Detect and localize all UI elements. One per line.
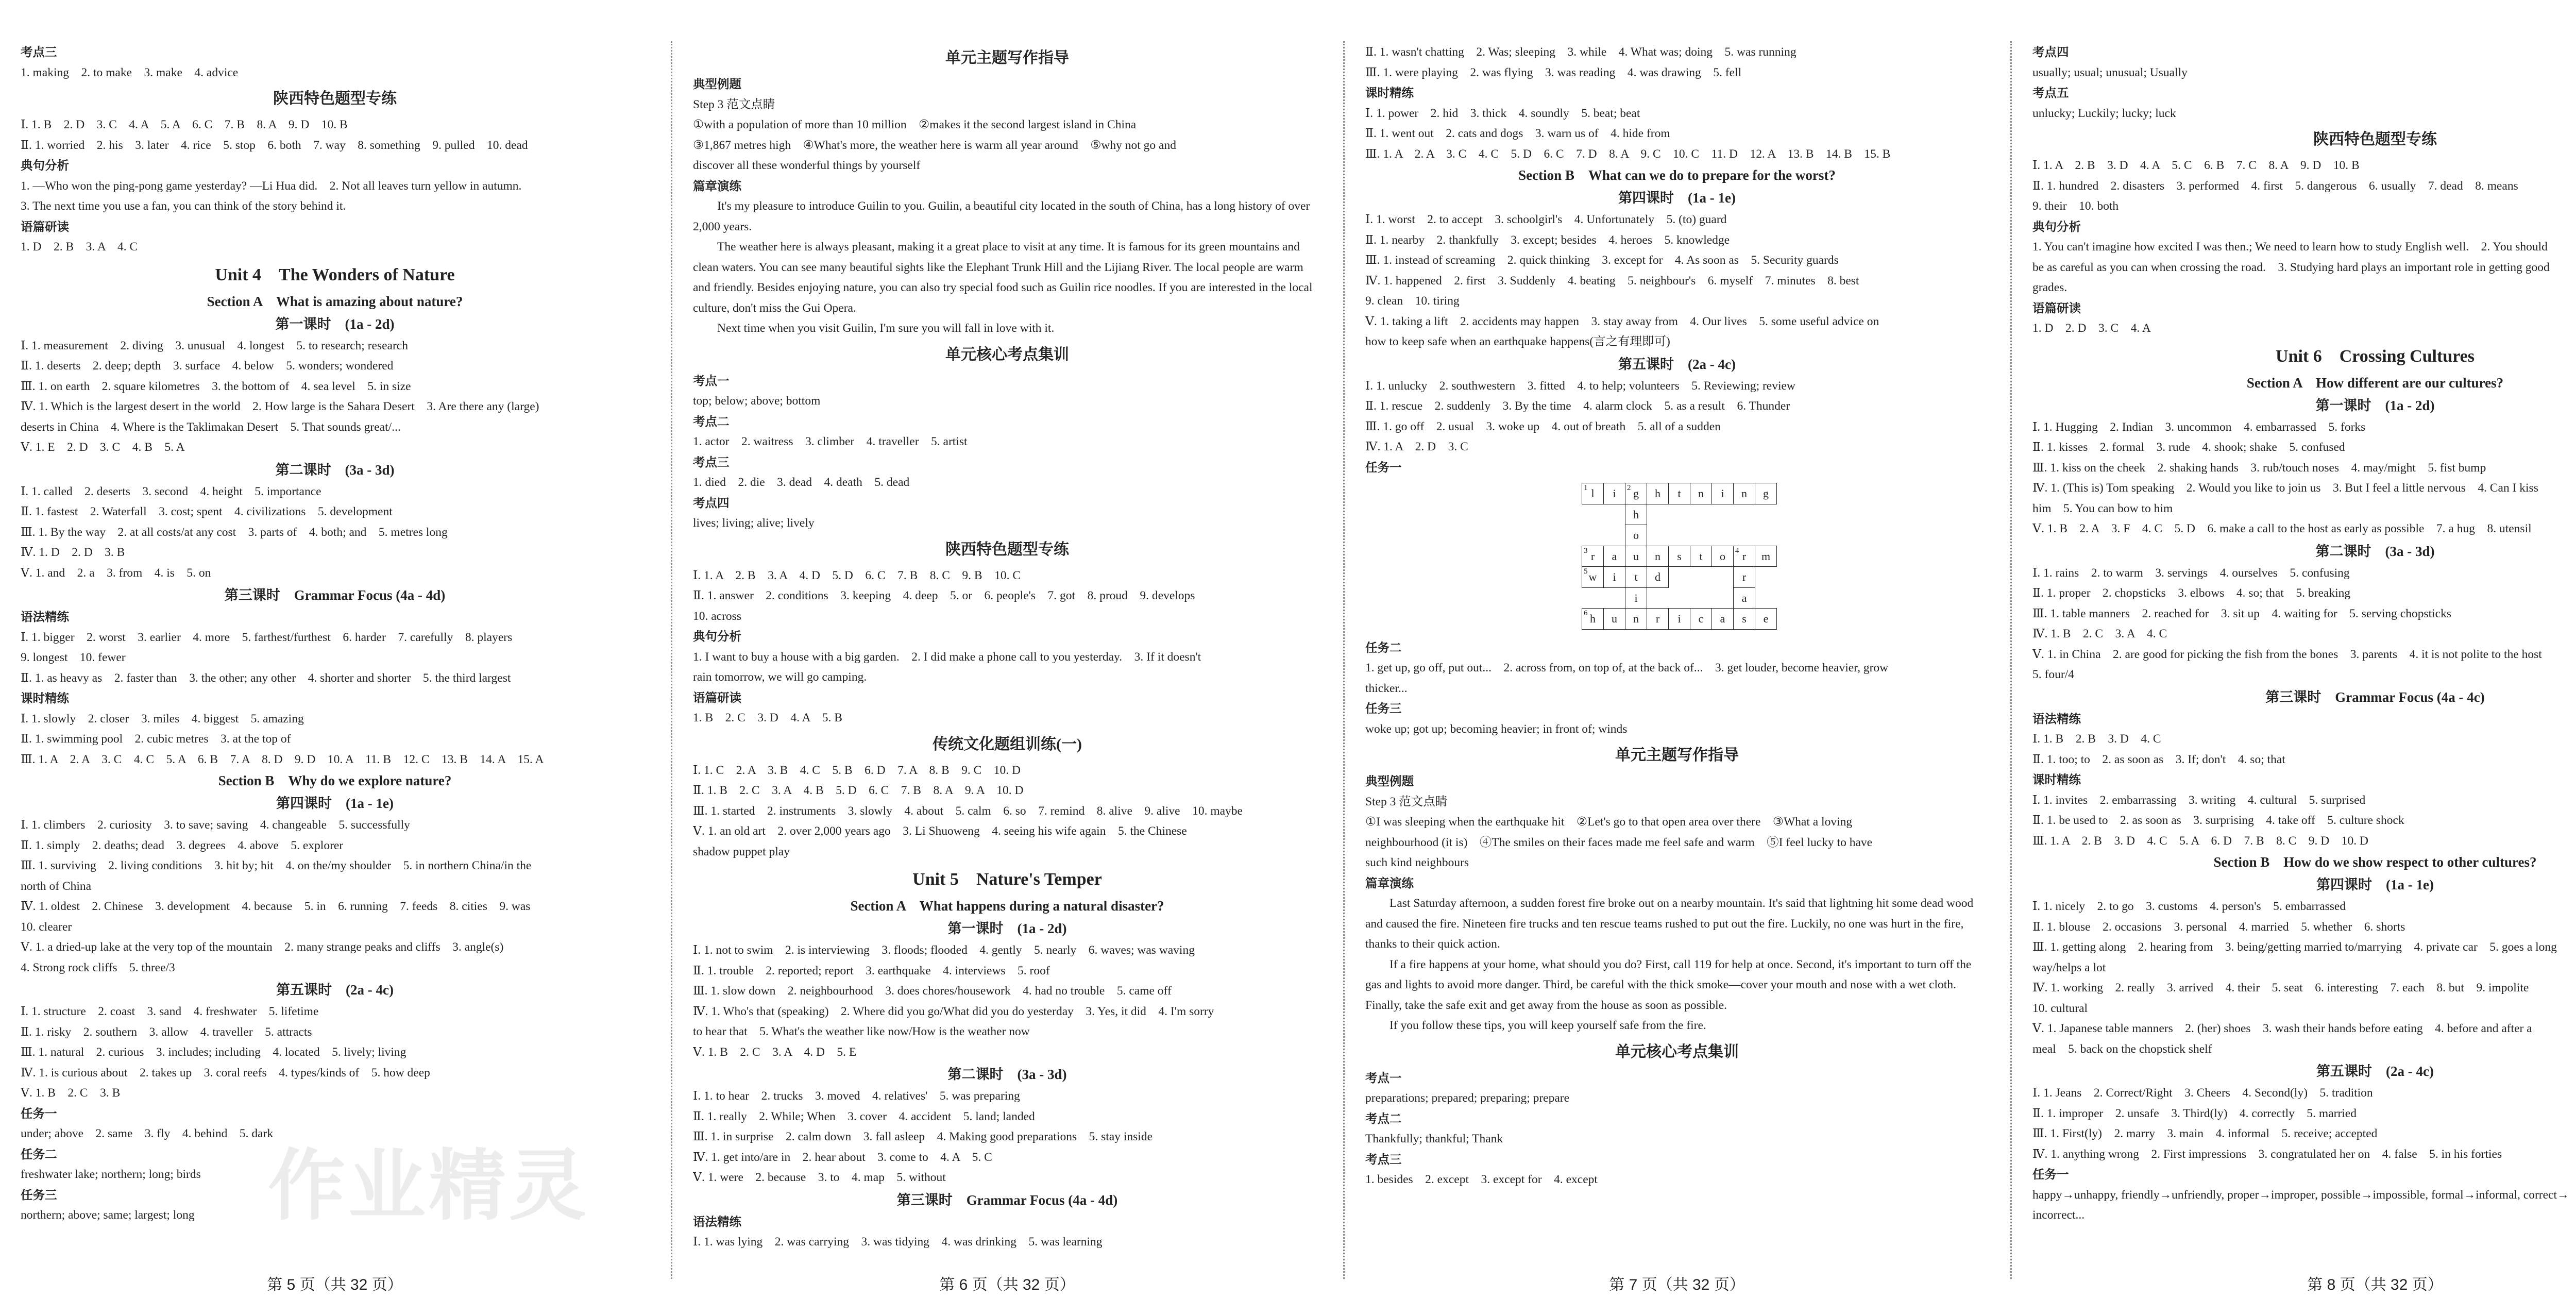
crossword-empty: [1712, 504, 1734, 525]
answer-line: 10. cultural: [2032, 1001, 2088, 1015]
crossword-empty: [1755, 504, 1777, 525]
crossword-cell: s: [1734, 609, 1755, 630]
answer-line: Ⅴ. 1. an old art 2. over 2,000 years ago 3. Li Shuoweng 4. seeing his wife again 5. the Chinese: [693, 824, 1187, 838]
essay-paragraph: If you follow these tips, you will keep yourself safe from the fire.: [1389, 1019, 1706, 1032]
answer-line: Ⅰ. 1. Jeans 2. Correct/Right 3. Cheers 4. Second(ly) 5. tradition: [2032, 1086, 2373, 1100]
crossword-cell: r: [1734, 567, 1755, 588]
answer-line: incorrect...: [2032, 1208, 2085, 1222]
page-7: [1345, 0, 2009, 1315]
answer-line: Ⅱ. 1. trouble 2. reported; report 3. earthquake 4. interviews 5. roof: [693, 964, 1050, 977]
crossword-cell: u: [1604, 609, 1625, 630]
answer-line: Ⅲ. 1. go off 2. usual 3. woke up 4. out of breath 5. all of a sudden: [1365, 419, 1721, 433]
answer-line: Ⅰ. 1. climbers 2. curiosity 3. to save; saving 4. changeable 5. successfully: [21, 818, 410, 832]
answer-line: Ⅲ. 1. natural 2. curious 3. includes; including 4. located 5. lively; living: [21, 1046, 406, 1059]
answer-line: preparations; prepared; preparing; prepare: [1365, 1091, 1570, 1105]
subsection-label: 语法精练: [21, 610, 69, 623]
answer-line: deserts in China 4. Where is the Taklimakan Desert 5. That sounds great/...: [21, 420, 401, 434]
answer-line: Ⅰ. 1. worst 2. to accept 3. schoolgirl's 4. Unfortunately 5. (to) guard: [1365, 213, 1727, 226]
answer-line: Ⅰ. 1. not to swim 2. is interviewing 3. floods; flooded 4. gently 5. nearly 6. waves; was waving: [693, 943, 1195, 957]
subsection-label: 任务一: [21, 1106, 57, 1120]
answer-line: Ⅲ. 1. A 2. B 3. D 4. C 5. A 6. D 7. B 8. C 9. D 10. D: [2032, 834, 2368, 848]
answer-line: Ⅱ. 1. wasn't chatting 2. Was; sleeping 3. while 4. What was; doing 5. was running: [1365, 45, 1797, 59]
lesson-title: 第四课时 (1a - 1e): [2316, 877, 2434, 892]
subsection-label: 课时精练: [1365, 86, 1414, 99]
lesson-title: 第五课时 (2a - 4c): [276, 982, 394, 998]
answer-line: Ⅳ. 1. D 2. D 3. B: [21, 546, 125, 559]
answer-line: 4. Strong rock cliffs 5. three/3: [21, 960, 175, 974]
essay-paragraph: The weather here is always pleasant, making it a great place to visit at any time. It is famous for its green mountains and clean waters. You can see many beautiful sights like the Elephant Trunk Hill and the Lijiang River. The local people are warm and friendly. Besides enjoying nature, you can also try special food such as Guilin rice noodles. If you are interested in the local culture, don't miss the Gui Opera.: [693, 240, 1313, 315]
module-title: 陕西特色题型专练: [2313, 131, 2437, 148]
crossword-cell: i: [1712, 483, 1734, 504]
answer-line: 1. died 2. die 3. dead 4. death 5. dead: [693, 476, 910, 489]
answer-line: 5. four/4: [2032, 668, 2074, 681]
crossword-cell: h: [1625, 504, 1647, 525]
page-8-content: [2032, 42, 2576, 1226]
subsection-label: 考点三: [1365, 1152, 1402, 1166]
answer-line: Ⅰ. 1. structure 2. coast 3. sand 4. freshwater 5. lifetime: [21, 1005, 319, 1018]
crossword-empty: [1712, 525, 1734, 546]
crossword-empty: [1712, 587, 1734, 609]
page-7-content: [1365, 42, 1989, 1190]
answer-line: Ⅲ. 1. started 2. instruments 3. slowly 4. about 5. calm 6. so 7. remind 8. alive 9. alive 10. maybe: [693, 804, 1243, 818]
subsection-label: 篇章演练: [693, 179, 741, 193]
answer-line: 1. making 2. to make 3. make 4. advice: [21, 65, 239, 79]
answer-line: Ⅱ. 1. swimming pool 2. cubic metres 3. at the top of: [21, 732, 291, 746]
subsection-label: 任务二: [1365, 640, 1402, 654]
module-title: 传统文化题组训练(一): [933, 735, 1082, 753]
answer-line: Ⅲ. 1. instead of screaming 2. quick thinking 3. except for 4. As soon as 5. Security guards: [1365, 254, 1839, 267]
answer-line: Ⅱ. 1. proper 2. chopsticks 3. elbows 4. so; that 5. breaking: [2032, 586, 2351, 600]
answer-line: thicker...: [1365, 681, 1408, 695]
answer-line: 1. actor 2. waitress 3. climber 4. traveller 5. artist: [693, 435, 968, 448]
answer-line: 1. I want to buy a house with a big garden. 2. I did make a phone call to you yesterday. 3. If it doesn't: [693, 650, 1201, 664]
answer-line: Ⅰ. 1. measurement 2. diving 3. unusual 4. longest 5. to research; research: [21, 339, 408, 352]
crossword-empty: [1647, 587, 1669, 609]
answer-line: top; below; above; bottom: [693, 394, 821, 408]
answer-line: Ⅰ. 1. A 2. B 3. A 4. D 5. D 6. C 7. B 8. C 9. B 10. C: [693, 568, 1021, 582]
crossword-cell: a: [1734, 587, 1755, 609]
answer-line: north of China: [21, 879, 92, 893]
crossword-empty: [1734, 525, 1755, 546]
essay-paragraph: It's my pleasure to introduce Guilin to you. Guilin, a beautiful city located in the south of China, has a long history of over 2,000 years.: [693, 199, 1310, 233]
crossword-cell: i: [1604, 483, 1625, 504]
answer-line: freshwater lake; northern; long; birds: [21, 1168, 201, 1181]
crossword-cell: o: [1625, 525, 1647, 546]
answer-line: Ⅳ. 1. Who's that (speaking) 2. Where did you go/What did you do yesterday 3. Yes, it did 4. I'm sorry: [693, 1004, 1214, 1018]
answer-line: Ⅰ. 1. was lying 2. was carrying 3. was tidying 4. was drinking 5. was learning: [693, 1235, 1103, 1249]
essay-paragraph: Next time when you visit Guilin, I'm sure you will fall in love with it.: [717, 322, 1055, 335]
answer-line: usually; usual; unusual; Usually: [2032, 65, 2188, 79]
answer-line: Ⅲ. 1. A 2. A 3. C 4. C 5. A 6. B 7. A 8. D 9. D 10. A 11. B 12. C 13. B 14. A 15. A: [21, 752, 544, 766]
subsection-label: 语法精练: [2032, 712, 2081, 726]
answer-line: Ⅱ. 1. nearby 2. thankfully 3. except; besides 4. heroes 5. knowledge: [1365, 233, 1730, 247]
answer-line: Ⅳ. 1. (This is) Tom speaking 2. Would you like to join us 3. But I feel a little nervous 4. Can I kiss: [2032, 481, 2538, 495]
lesson-title: 第五课时 (2a - 4c): [1618, 356, 1736, 372]
answer-line: grades.: [2032, 281, 2067, 294]
answer-line: Ⅲ. 1. table manners 2. reached for 3. sit up 4. waiting for 5. serving chopsticks: [2032, 606, 2451, 620]
subsection-label: 语法精练: [693, 1215, 741, 1228]
page-6-content: [693, 42, 1321, 1253]
answer-line: Ⅴ. 1. E 2. D 3. C 4. B 5. A: [21, 441, 185, 454]
answer-line: 1. B 2. C 3. D 4. A 5. B: [693, 711, 842, 724]
subsection-label: 考点二: [693, 414, 730, 428]
subsection-label: 语篇研读: [2032, 301, 2081, 315]
answer-line: 1. D 2. D 3. C 4. A: [2032, 322, 2151, 335]
answer-line: Ⅰ. 1. to hear 2. trucks 3. moved 4. relatives' 5. was preparing: [693, 1089, 1020, 1103]
answer-line: Ⅱ. 1. be used to 2. as soon as 3. surprising 4. take off 5. culture shock: [2032, 814, 2404, 827]
crossword-empty: [1755, 567, 1777, 588]
answer-line: Ⅳ. 1. oldest 2. Chinese 3. development 4. because 5. in 6. running 7. feeds 8. cities 9. was: [21, 900, 531, 913]
answer-line: ③1,867 metres high ④What's more, the weather here is warm all year around ⑤why not go and: [693, 138, 1176, 152]
unit-title: Unit 5 Nature's Temper: [912, 870, 1102, 889]
answer-line: be as careful as you can when crossing the road. 3. Studying hard plays an important role in getting good: [2032, 260, 2550, 274]
subsection-label: 考点四: [2032, 45, 2069, 59]
crossword-empty: [1582, 504, 1604, 525]
answer-line: Ⅱ. 1. answer 2. conditions 3. keeping 4. deep 5. or 6. people's 7. got 8. proud 9. develops: [693, 589, 1195, 602]
answer-line: 1. get up, go off, put out... 2. across from, on top of, at the back of... 3. get louder, become heavier, grow: [1365, 661, 1889, 675]
crossword-cell: 4 r: [1734, 546, 1755, 567]
answer-line: Ⅳ. 1. is curious about 2. takes up 3. coral reefs 4. types/kinds of 5. how deep: [21, 1066, 430, 1080]
crossword-cell: i: [1625, 587, 1647, 609]
crossword-cell: t: [1625, 567, 1647, 588]
answer-line: Step 3 范文点睛: [693, 97, 775, 111]
crossword-cell: t: [1669, 483, 1690, 504]
answer-line: northern; above; same; largest; long: [21, 1208, 195, 1222]
answer-line: meal 5. back on the chopstick shelf: [2032, 1042, 2212, 1056]
answer-line: 1. —Who won the ping-pong game yesterday? —Li Hua did. 2. Not all leaves turn yellow in autumn.: [21, 179, 522, 193]
lesson-title: 第一课时 (1a - 2d): [2315, 397, 2435, 413]
answer-line: Ⅱ. 1. kisses 2. formal 3. rude 4. shook; shake 5. confused: [2032, 441, 2345, 454]
subsection-label: 篇章演练: [1365, 876, 1414, 890]
answer-line: 9. clean 10. tiring: [1365, 294, 1460, 308]
unit-title: Unit 6 Crossing Cultures: [2275, 346, 2475, 366]
unit-title: Unit 4 The Wonders of Nature: [215, 265, 455, 284]
subsection-label: 任务一: [1365, 460, 1402, 474]
crossword-empty: [1669, 567, 1690, 588]
answer-line: unlucky; Luckily; lucky; luck: [2032, 106, 2176, 120]
answer-line: such kind neighbours: [1365, 856, 1469, 869]
answer-line: Thankfully; thankful; Thank: [1365, 1132, 1503, 1145]
section-title: Section B Why do we explore nature?: [218, 773, 452, 788]
answer-line: Ⅴ. 1. and 2. a 3. from 4. is 5. on: [21, 566, 211, 580]
answer-line: 1. D 2. B 3. A 4. C: [21, 240, 138, 254]
crossword-cell: n: [1690, 483, 1712, 504]
crossword-cell: 5 w: [1582, 567, 1604, 588]
answer-line: lives; living; alive; lively: [693, 516, 815, 530]
section-title: Section A What is amazing about nature?: [207, 293, 463, 309]
lesson-title: 第四课时 (1a - 1e): [276, 796, 394, 811]
subsection-label: 语篇研读: [693, 690, 741, 704]
answer-line: Ⅳ. 1. get into/are in 2. hear about 3. come to 4. A 5. C: [693, 1150, 992, 1164]
crossword-empty: [1647, 504, 1669, 525]
answer-line: happy→unhappy, friendly→unfriendly, proper→improper, possible→impossible, formal→informal, correct→: [2032, 1188, 2569, 1202]
answer-line: Ⅲ. 1. getting along 2. hearing from 3. being/getting married to/marrying 4. private car 5. goes a long: [2032, 940, 2557, 954]
answer-line: woke up; got up; becoming heavier; in front of; winds: [1365, 722, 1628, 736]
crossword-cell: r: [1647, 609, 1669, 630]
answer-line: 1. You can't imagine how excited I was then.; We need to learn how to study English well. 2. You should: [2032, 240, 2548, 254]
answer-line: Ⅱ. 1. blouse 2. occasions 3. personal 4. married 5. whether 6. shorts: [2032, 920, 2405, 934]
crossword-empty: [1669, 587, 1690, 609]
answer-line: to hear that 5. What's the weather like now/How is the weather now: [693, 1025, 1030, 1038]
crossword-cell: g: [1755, 483, 1777, 504]
section-title: Section A What happens during a natural disaster?: [850, 898, 1164, 914]
crossword-cell: a: [1712, 609, 1734, 630]
subsection-label: 任务三: [21, 1188, 57, 1202]
answer-line: Ⅰ. 1. slowly 2. closer 3. miles 4. biggest 5. amazing: [21, 712, 304, 726]
answer-line: Ⅱ. 1. really 2. While; When 3. cover 4. accident 5. land; landed: [693, 1109, 1035, 1123]
answer-line: Ⅴ. 1. were 2. because 3. to 4. map 5. without: [693, 1171, 946, 1184]
crossword-cell: 6 h: [1582, 609, 1604, 630]
subsection-label: 任务一: [2032, 1168, 2069, 1181]
answer-line: Ⅲ. 1. slow down 2. neighbourhood 3. does chores/housework 4. had no trouble 5. came off: [693, 984, 1172, 998]
crossword-cell: n: [1647, 546, 1669, 567]
crossword-cell: s: [1669, 546, 1690, 567]
lesson-title: 第五课时 (2a - 4c): [2316, 1064, 2434, 1079]
answer-line: Ⅴ. 1. Japanese table manners 2. (her) shoes 3. wash their hands before eating 4. before and after a: [2032, 1022, 2532, 1035]
answer-line: Ⅱ. 1. fastest 2. Waterfall 3. cost; spent 4. civilizations 5. development: [21, 505, 393, 518]
crossword-empty: [1582, 525, 1604, 546]
answer-line: Ⅲ. 1. on earth 2. square kilometres 3. the bottom of 4. sea level 5. in size: [21, 379, 411, 393]
answer-line: Ⅰ. 1. bigger 2. worst 3. earlier 4. more 5. farthest/furthest 6. harder 7. carefully 8. players: [21, 630, 513, 644]
crossword-cell: i: [1669, 609, 1690, 630]
crossword-grid: [1582, 483, 1777, 630]
answer-line: Ⅰ. 1. power 2. hid 3. thick 4. soundly 5. beat; beat: [1365, 106, 1640, 120]
page-7-content-top: [1365, 42, 1989, 478]
subsection-label: 考点四: [693, 496, 730, 510]
crossword-empty: [1690, 567, 1712, 588]
subsection-label: 典句分析: [21, 159, 69, 172]
crossword-cell: t: [1690, 546, 1712, 567]
section-title: Section B How do we show respect to other cultures?: [2213, 854, 2537, 870]
essay-paragraph: If a fire happens at your home, what should you do? First, call 119 for help at once. Second, it's important to turn off the gas and lights to avoid more danger. Third, be careful with the thick smoke—cover your mouth and nose with a wet cloth. Finally, take the safe exit and get away from the house as soon as possible.: [1365, 957, 1972, 1012]
answer-line: Ⅴ. 1. B 2. A 3. F 4. C 5. D 6. make a call to the host as early as possible 7. a hug 8. utensil: [2032, 522, 2532, 535]
subsection-label: 典句分析: [2032, 220, 2081, 233]
crossword-cell: 1 l: [1582, 483, 1604, 504]
crossword-cell: u: [1625, 546, 1647, 567]
subsection-label: 考点一: [693, 374, 730, 387]
answer-line: Ⅳ. 1. happened 2. first 3. Suddenly 4. beating 5. neighbour's 6. myself 7. minutes 8. best: [1365, 274, 1859, 288]
page-7-content-bottom: [1365, 638, 1989, 1190]
module-title: 单元主题写作指导: [1615, 747, 1739, 764]
section-title: Section B What can we do to prepare for the worst?: [1518, 167, 1836, 183]
subsection-label: 考点三: [21, 45, 57, 59]
answer-line: Ⅰ. 1. C 2. A 3. B 4. C 5. B 6. D 7. A 8. B 9. C 10. D: [693, 763, 1021, 777]
answer-line: Ⅱ. 1. as heavy as 2. faster than 3. the other; any other 4. shorter and shorter 5. the third largest: [21, 671, 511, 685]
crossword-cell: m: [1755, 546, 1777, 567]
lesson-title: 第三课时 Grammar Focus (4a - 4d): [224, 587, 446, 603]
crossword-empty: [1755, 587, 1777, 609]
answer-line: Ⅱ. 1. went out 2. cats and dogs 3. warn us of 4. hide from: [1365, 127, 1670, 140]
answer-line: Ⅱ. 1. simply 2. deaths; dead 3. degrees 4. above 5. explorer: [21, 838, 344, 852]
crossword-cell: e: [1755, 609, 1777, 630]
page-5-content: [21, 42, 649, 1226]
essay-paragraph: Last Saturday afternoon, a sudden forest fire broke out on a nearby mountain. It's said that lightning hit some dead wood and caused the fire. Nineteen fire trucks and ten rescue teams rushed to put out the fire. Luckily, no one was hurt in the fire, thanks to their quick action.: [1365, 897, 1974, 951]
answer-line: 10. clearer: [21, 920, 72, 934]
answer-line: Ⅲ. 1. surviving 2. living conditions 3. hit by; hit 4. on the/my shoulder 5. in northern China/in the: [21, 859, 532, 872]
answer-line: Ⅲ. 1. kiss on the cheek 2. shaking hands 3. rub/touch noses 4. may/might 5. fist bump: [2032, 461, 2486, 475]
answer-line: Ⅱ. 1. hundred 2. disasters 3. performed 4. first 5. dangerous 6. usually 7. dead 8. means: [2032, 179, 2518, 193]
answer-line: Ⅰ. 1. unlucky 2. southwestern 3. fitted 4. to help; volunteers 5. Reviewing; review: [1365, 379, 1795, 393]
answer-line: Ⅴ. 1. taking a lift 2. accidents may happen 3. stay away from 4. Our lives 5. some useful advice on: [1365, 314, 1879, 328]
answer-line: Ⅱ. 1. too; to 2. as soon as 3. If; don't 4. so; that: [2032, 752, 2285, 766]
answer-line: Ⅳ. 1. B 2. C 3. A 4. C: [2032, 627, 2167, 640]
subsection-label: 课时精练: [2032, 773, 2081, 786]
answer-line: Ⅴ. 1. a dried-up lake at the very top of the mountain 2. many strange peaks and cliffs 3. angle(s): [21, 940, 504, 954]
subsection-label: 课时精练: [21, 692, 69, 705]
crossword-cell: c: [1690, 609, 1712, 630]
answer-line: how to keep safe when an earthquake happens(言之有理即可): [1365, 335, 1670, 348]
answer-line: discover all these wonderful things by yourself: [693, 159, 921, 172]
page-6-footer: 第 6 页（共 32 页）: [939, 1276, 1075, 1293]
crossword-empty: [1690, 587, 1712, 609]
answer-line: Ⅲ. 1. A 2. A 3. C 4. C 5. D 6. C 7. D 8. A 9. C 10. C 11. D 12. A 13. B 14. B 15. B: [1365, 147, 1891, 161]
crossword-empty: [1582, 587, 1604, 609]
watermark-text: 作业精灵: [268, 1141, 590, 1231]
answer-line: Ⅲ. 1. were playing 2. was flying 3. was reading 4. was drawing 5. fell: [1365, 65, 1742, 79]
answer-line: Ⅰ. 1. called 2. deserts 3. second 4. height 5. importance: [21, 484, 321, 498]
subsection-label: 典型例题: [1365, 774, 1414, 788]
lesson-title: 第三课时 Grammar Focus (4a - 4d): [896, 1192, 1118, 1208]
answer-line: ①with a population of more than 10 million ②makes it the second largest island in China: [693, 118, 1137, 131]
crossword-cell: o: [1712, 546, 1734, 567]
crossword-empty: [1604, 587, 1625, 609]
answer-line: 1. besides 2. except 3. except for 4. except: [1365, 1173, 1598, 1186]
crossword-cell: 2 g: [1625, 483, 1647, 504]
answer-line: Ⅰ. 1. invites 2. embarrassing 3. writing 4. cultural 5. surprised: [2032, 793, 2366, 807]
page-5-footer: 第 5 页（共 32 页）: [267, 1276, 403, 1293]
answer-line: him 5. You can bow to him: [2032, 501, 2173, 515]
crossword-empty: [1604, 525, 1625, 546]
lesson-title: 第二课时 (3a - 3d): [275, 462, 395, 478]
lesson-title: 第二课时 (3a - 3d): [947, 1067, 1067, 1082]
answer-line: Ⅱ. 1. rescue 2. suddenly 3. By the time 4. alarm clock 5. as a result 6. Thunder: [1365, 399, 1790, 413]
answer-line: Ⅳ. 1. A 2. D 3. C: [1365, 440, 1468, 453]
crossword-cell: i: [1604, 567, 1625, 588]
crossword-empty: [1690, 504, 1712, 525]
answer-line: neighbourhood (it is) ④The smiles on their faces made me feel safe and warm ⑤I feel lucky to have: [1365, 835, 1873, 849]
crossword-empty: [1712, 567, 1734, 588]
crossword-empty: [1755, 525, 1777, 546]
page-7-footer: 第 7 页（共 32 页）: [1609, 1276, 1745, 1293]
module-title: 单元核心考点集训: [945, 346, 1069, 363]
answer-line: Step 3 范文点睛: [1365, 795, 1448, 808]
answer-line: 10. across: [693, 609, 741, 623]
answer-line: Ⅲ. 1. in surprise 2. calm down 3. fall asleep 4. Making good preparations 5. stay inside: [693, 1130, 1153, 1143]
answer-line: Ⅰ. 1. nicely 2. to go 3. customs 4. person's 5. embarrassed: [2032, 900, 2346, 913]
answer-line: Ⅱ. 1. B 2. C 3. A 4. B 5. D 6. C 7. B 8. A 9. A 10. D: [693, 784, 1024, 797]
answer-line: 9. their 10. both: [2032, 199, 2119, 213]
answer-line: Ⅳ. 1. working 2. really 3. arrived 4. their 5. seat 6. interesting 7. each 8. but 9. impolite: [2032, 981, 2529, 994]
answer-line: Ⅰ. 1. B 2. D 3. C 4. A 5. A 6. C 7. B 8. A 9. D 10. B: [21, 118, 348, 131]
subsection-label: 典句分析: [693, 630, 741, 643]
page-6: [672, 0, 1342, 1315]
crossword-empty: [1669, 525, 1690, 546]
section-title: Section A How different are our cultures?: [2246, 375, 2504, 391]
answer-line: Ⅱ. 1. worried 2. his 3. later 4. rice 5. stop 6. both 7. way 8. something 9. pulled 10. dead: [21, 138, 528, 152]
answer-line: Ⅴ. 1. B 2. C 3. B: [21, 1086, 121, 1100]
page-8-footer: 第 8 页（共 32 页）: [2307, 1276, 2443, 1293]
answer-line: Ⅳ. 1. Which is the largest desert in the world 2. How large is the Sahara Desert 3. Are there any (large): [21, 400, 539, 413]
subsection-label: 典型例题: [693, 77, 741, 91]
crossword-empty: [1734, 504, 1755, 525]
subsection-label: 考点一: [1365, 1071, 1402, 1085]
crossword-cell: a: [1604, 546, 1625, 567]
answer-line: shadow puppet play: [693, 845, 790, 858]
lesson-title: 第四课时 (1a - 1e): [1618, 190, 1736, 206]
module-title: 陕西特色题型专练: [945, 541, 1069, 558]
answer-line: Ⅰ. 1. A 2. B 3. D 4. A 5. C 6. B 7. C 8. A 9. D 10. B: [2032, 159, 2360, 172]
answer-line: Ⅱ. 1. deserts 2. deep; depth 3. surface 4. below 5. wonders; wondered: [21, 359, 394, 373]
lesson-title: 第一课时 (1a - 2d): [275, 316, 395, 332]
answer-line: ①I was sleeping when the earthquake hit ②Let's go to that open area over there ③What a loving: [1365, 815, 1853, 829]
crossword-empty: [1690, 525, 1712, 546]
page-8: [2012, 0, 2576, 1315]
subsection-label: 任务三: [1365, 702, 1402, 715]
answer-line: Ⅰ. 1. B 2. B 3. D 4. C: [2032, 732, 2161, 746]
answer-line: Ⅴ. 1. B 2. C 3. A 4. D 5. E: [693, 1045, 857, 1059]
answer-line: Ⅲ. 1. First(ly) 2. marry 3. main 4. informal 5. receive; accepted: [2032, 1127, 2378, 1140]
answer-line: rain tomorrow, we will go camping.: [693, 670, 867, 684]
page-5: [0, 0, 670, 1315]
lesson-title: 第三课时 Grammar Focus (4a - 4c): [2265, 689, 2485, 705]
lesson-title: 第一课时 (1a - 2d): [947, 921, 1067, 936]
crossword-empty: [1669, 504, 1690, 525]
answer-line: way/helps a lot: [2032, 960, 2106, 974]
subsection-label: 任务二: [21, 1147, 57, 1161]
answer-line: Ⅲ. 1. By the way 2. at all costs/at any cost 3. parts of 4. both; and 5. metres long: [21, 525, 448, 539]
answer-line: Ⅳ. 1. anything wrong 2. First impressions 3. congratulated her on 4. false 5. in his forties: [2032, 1147, 2502, 1161]
module-title: 陕西特色题型专练: [273, 90, 397, 107]
subsection-label: 考点五: [2032, 86, 2069, 99]
crossword-cell: n: [1734, 483, 1755, 504]
crossword-empty: [1604, 504, 1625, 525]
answer-line: Ⅱ. 1. improper 2. unsafe 3. Third(ly) 4. correctly 5. married: [2032, 1106, 2357, 1120]
lesson-title: 第二课时 (3a - 3d): [2315, 543, 2435, 559]
crossword-cell: n: [1625, 609, 1647, 630]
answer-line: under; above 2. same 3. fly 4. behind 5. dark: [21, 1127, 274, 1140]
answer-line: Ⅰ. 1. Hugging 2. Indian 3. uncommon 4. embarrassed 5. forks: [2032, 420, 2366, 434]
answer-line: Ⅰ. 1. rains 2. to warm 3. servings 4. ourselves 5. confusing: [2032, 566, 2350, 580]
crossword-cell: 3 r: [1582, 546, 1604, 567]
answer-line: Ⅴ. 1. in China 2. are good for picking the fish from the bones 3. parents 4. it is not polite to the host: [2032, 647, 2542, 661]
crossword-cell: h: [1647, 483, 1669, 504]
module-title: 单元核心考点集训: [1615, 1043, 1739, 1060]
subsection-label: 语篇研读: [21, 220, 69, 233]
answer-line: Ⅱ. 1. risky 2. southern 3. allow 4. traveller 5. attracts: [21, 1025, 312, 1039]
subsection-label: 考点二: [1365, 1111, 1402, 1125]
answer-line: 3. The next time you use a fan, you can think of the story behind it.: [21, 199, 346, 213]
subsection-label: 考点三: [693, 455, 730, 469]
crossword-empty: [1647, 525, 1669, 546]
crossword-cell: d: [1647, 567, 1669, 588]
answer-line: 9. longest 10. fewer: [21, 651, 126, 664]
module-title: 单元主题写作指导: [945, 49, 1069, 66]
